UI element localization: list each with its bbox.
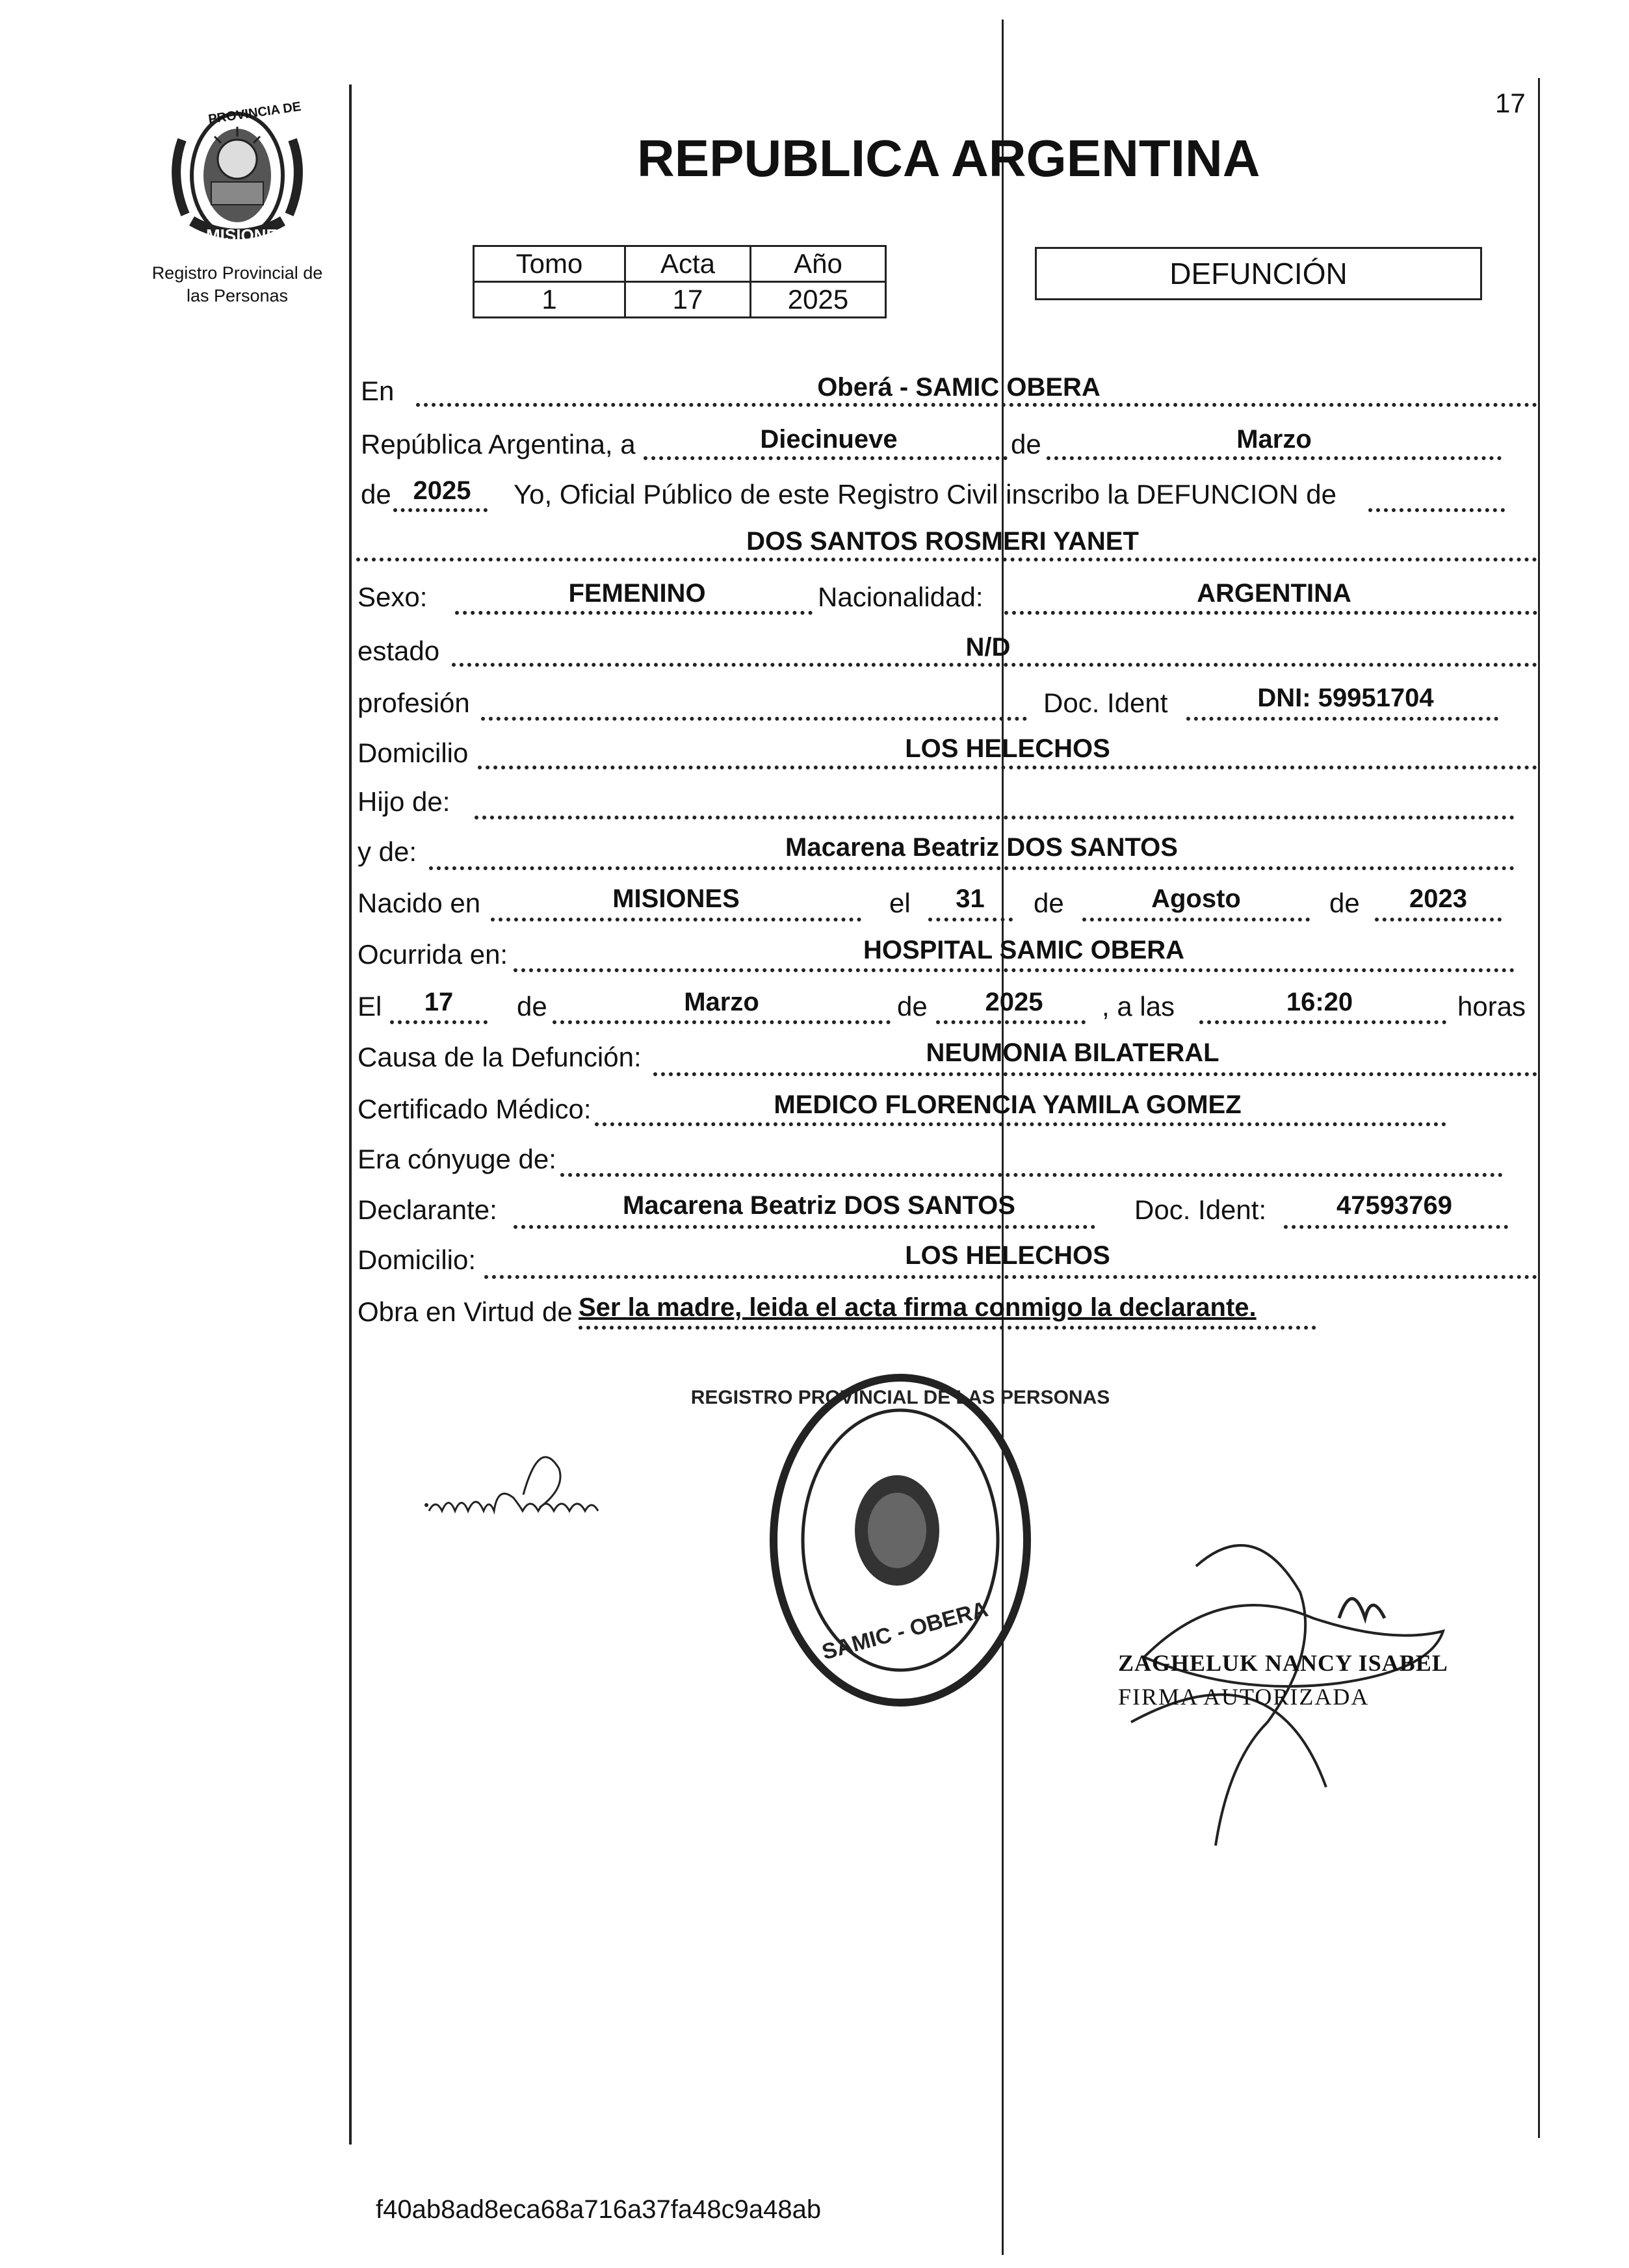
value-def-mes: Marzo <box>684 988 759 1016</box>
label-sexo: Sexo: <box>358 582 428 612</box>
dotted-line <box>484 1275 1537 1279</box>
label-de: de <box>1034 888 1064 918</box>
dotted-line <box>1284 1225 1508 1229</box>
dotted-line <box>514 968 1515 972</box>
label-hijo-de: Hijo de: <box>358 786 450 817</box>
footer-hash: f40ab8ad8eca68a716a37fa48c9a48ab <box>376 2195 822 2224</box>
value-def-hora: 16:20 <box>1286 988 1353 1016</box>
label-a-las: , a las <box>1102 991 1175 1022</box>
record-reference-table <box>473 245 887 318</box>
dotted-line <box>1047 456 1502 460</box>
value-certificado: MEDICO FLORENCIA YAMILA GOMEZ <box>774 1090 1242 1119</box>
value-declarante-doc: 47593769 <box>1336 1191 1452 1220</box>
stamp-ring-text: REGISTRO PROVINCIAL DE LAS PERSONAS <box>690 1387 1110 1408</box>
label-horas: horas <box>1457 991 1526 1022</box>
dotted-line <box>491 918 861 921</box>
value-causa: NEUMONIA BILATERAL <box>926 1038 1219 1067</box>
dotted-line <box>429 866 1515 870</box>
dotted-line <box>1082 918 1310 921</box>
logo-text-top: PROVINCIA DE <box>207 99 302 127</box>
dotted-line <box>560 1173 1503 1177</box>
label-en: En <box>361 376 395 406</box>
value-dni: DNI: 59951704 <box>1257 684 1434 712</box>
label-obra: Obra en Virtud de <box>358 1296 573 1327</box>
provincial-seal-logo <box>166 101 309 250</box>
agency-line-2: las Personas <box>186 286 289 305</box>
value-nacido-en: MISIONES <box>612 884 740 913</box>
dotted-line <box>481 717 1027 721</box>
value-domicilio: LOS HELECHOS <box>905 734 1110 763</box>
value-ocurrida-en: HOSPITAL SAMIC OBERA <box>863 936 1185 964</box>
dotted-line <box>514 1225 1095 1229</box>
label-conyuge: Era cónyuge de: <box>358 1144 556 1174</box>
label-domicilio: Domicilio <box>358 738 469 768</box>
label-doc-ident-2: Doc. Ident: <box>1134 1194 1267 1225</box>
dotted-line <box>595 1122 1446 1126</box>
document-type: DEFUNCIÓN <box>1169 257 1348 290</box>
left-margin-line <box>349 84 352 2145</box>
dotted-line <box>356 558 1537 561</box>
table-value-anio: 2025 <box>751 282 886 318</box>
label-de: de <box>897 991 928 1022</box>
label-de: de <box>1011 429 1041 459</box>
label-de: de <box>517 991 547 1022</box>
dotted-line <box>390 1020 488 1024</box>
dotted-line <box>478 766 1537 769</box>
label-nacionalidad: Nacionalidad: <box>818 582 984 612</box>
agency-line-1: Registro Provincial de <box>151 263 323 283</box>
label-certificado: Certificado Médico: <box>358 1094 592 1124</box>
value-nac-mes: Agosto <box>1151 884 1241 913</box>
dotted-line <box>1186 717 1498 721</box>
dotted-line <box>475 816 1515 819</box>
label-nacido-en: Nacido en <box>358 888 481 918</box>
dotted-line <box>928 918 1013 921</box>
dotted-line <box>653 1072 1537 1076</box>
label-el-cap: El <box>358 991 382 1022</box>
dotted-line <box>1368 508 1505 512</box>
label-el: el <box>889 888 911 918</box>
value-def-dia: 17 <box>424 988 454 1016</box>
dotted-line <box>393 508 488 512</box>
official-role: FIRMA AUTORIZADA <box>1118 1684 1370 1710</box>
value-dia-letras: Diecinueve <box>760 425 898 454</box>
value-anio: 2025 <box>413 476 471 505</box>
value-nac-dia: 31 <box>956 884 985 913</box>
label-republica: República Argentina, a <box>361 429 636 459</box>
value-y-de: Macarena Beatriz DOS SANTOS <box>785 833 1178 862</box>
table-value-acta: 17 <box>625 282 751 318</box>
label-de: de <box>1329 888 1360 918</box>
dotted-line <box>455 611 813 615</box>
dotted-line <box>1199 1020 1446 1024</box>
label-domicilio-2: Domicilio: <box>358 1244 476 1275</box>
label-declarante: Declarante: <box>358 1194 497 1225</box>
table-header-acta: Acta <box>625 246 751 282</box>
value-sexo: FEMENINO <box>568 579 706 608</box>
label-yo: Yo, Oficial Público de este Registro Civil inscribo la DEFUNCION de <box>514 479 1336 509</box>
declarante-signature <box>423 1443 696 1563</box>
table-value-tomo: 1 <box>474 282 625 318</box>
official-name: ZAGHELUK NANCY ISABEL <box>1118 1650 1448 1676</box>
official-stamp <box>690 1365 1110 1719</box>
table-header-anio: Año <box>751 246 886 282</box>
value-domicilio-2: LOS HELECHOS <box>905 1241 1110 1270</box>
value-lugar: Oberá - SAMIC OBERA <box>817 373 1101 402</box>
value-obra: Ser la madre, leida el acta firma conmigo la declarante. <box>579 1293 1257 1322</box>
value-estado: N/D <box>965 633 1011 662</box>
label-y-de: y de: <box>358 836 417 867</box>
label-doc-ident: Doc. Ident <box>1043 688 1168 718</box>
value-nac-anio: 2023 <box>1409 884 1467 913</box>
page-title: REPUBLICA ARGENTINA <box>637 129 1260 187</box>
dotted-line <box>644 456 1008 460</box>
label-ocurrida-en: Ocurrida en: <box>358 939 508 970</box>
value-fallecido: DOS SANTOS ROSMERI YANET <box>746 527 1139 556</box>
document-type-box <box>1035 247 1482 300</box>
label-profesion: profesión <box>358 688 470 718</box>
page-number: 17 <box>1495 88 1526 118</box>
dotted-line <box>1375 918 1502 921</box>
dotted-line <box>416 403 1537 407</box>
right-margin-line <box>1538 78 1540 2138</box>
table-header-tomo: Tomo <box>474 246 625 282</box>
dotted-line <box>452 663 1537 667</box>
logo-text-bottom: MISIONES <box>206 226 289 245</box>
dotted-line <box>936 1020 1086 1024</box>
label-de: de <box>361 479 391 509</box>
fold-line <box>1002 19 1004 2255</box>
dotted-line <box>579 1326 1316 1330</box>
stamp-inner-text: SAMIC - OBERA <box>819 1597 991 1665</box>
value-declarante: Macarena Beatriz DOS SANTOS <box>623 1191 1015 1220</box>
label-estado: estado <box>358 636 440 666</box>
value-def-anio: 2025 <box>985 988 1043 1016</box>
value-nacionalidad: ARGENTINA <box>1197 579 1351 608</box>
value-mes: Marzo <box>1236 425 1312 454</box>
dotted-line <box>553 1020 891 1024</box>
label-causa: Causa de la Defunción: <box>358 1042 642 1072</box>
dotted-line <box>1004 611 1537 615</box>
